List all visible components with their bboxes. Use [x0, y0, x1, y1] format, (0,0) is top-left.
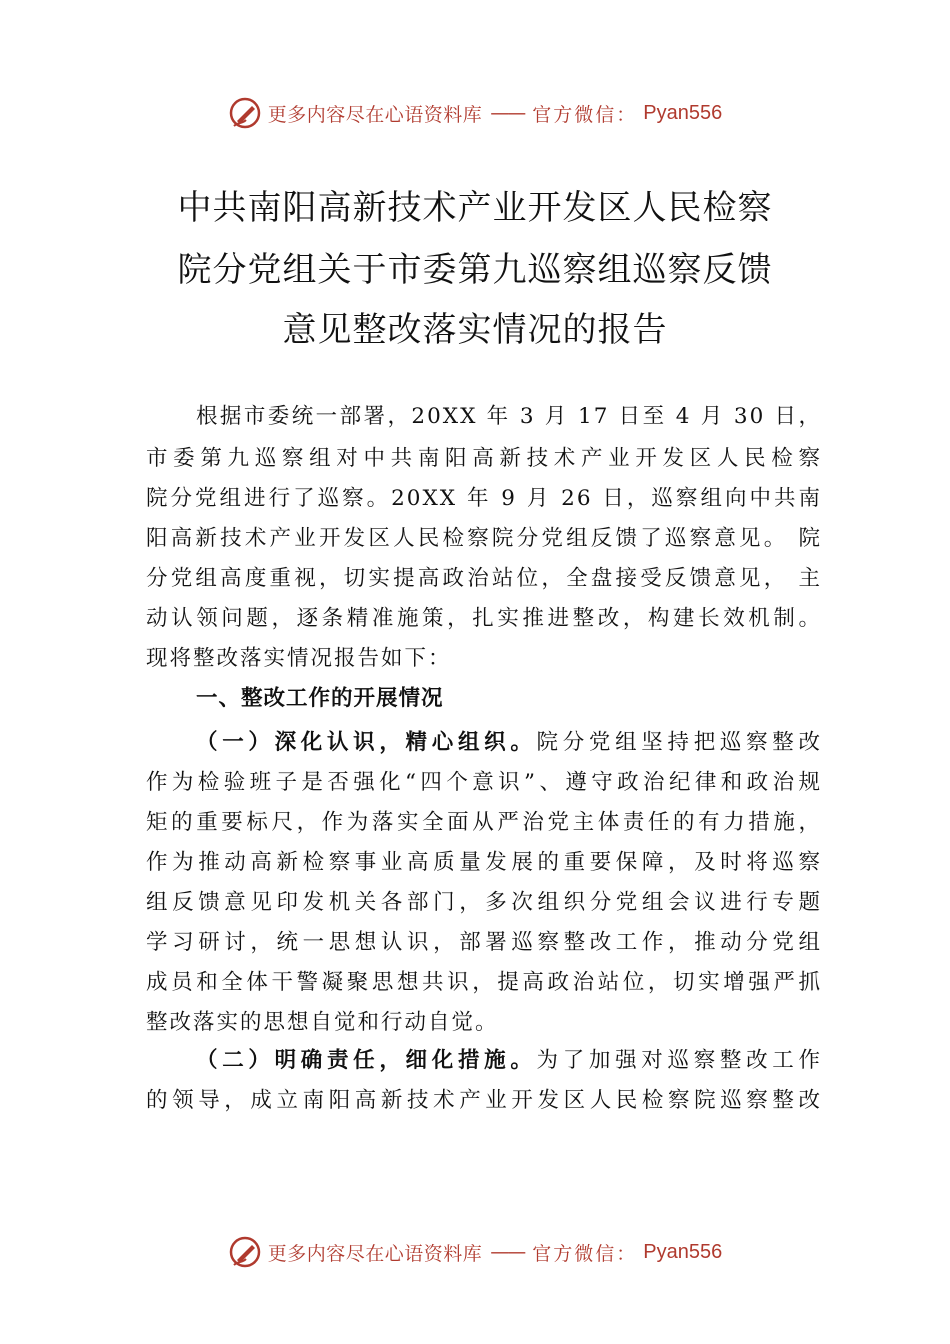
section-heading-1: 一、整改工作的开展情况	[196, 686, 444, 711]
paragraph-line: 作为检验班子是否强化“四个意识”、遵守政治纪律和政治规	[146, 770, 822, 795]
pen-logo-icon	[228, 1235, 262, 1269]
watermark-dash: ——	[490, 1241, 525, 1263]
document-title-line-1: 中共南阳高新技术产业开发区人民检察	[177, 188, 773, 228]
paragraph-line: 作为推动高新检察事业高质量发展的重要保障，及时将巡察	[146, 850, 822, 875]
document-title-line-3: 意见整改落实情况的报告	[282, 310, 668, 350]
paragraph-line: 院分党组进行了巡察。20XX 年 9 月 26 日，巡察组向中共南	[146, 486, 822, 511]
paragraph-line: 矩的重要标尺，作为落实全面从严治党主体责任的有力措施，	[146, 810, 822, 835]
document-title-line-2: 院分党组关于市委第九巡察组巡察反馈	[177, 250, 773, 290]
paragraph-line: 动认领问题，逐条精准施策，扎实推进整改，构建长效机制。	[146, 606, 822, 631]
subsection-heading-2: （二）明确责任，细化措施。	[196, 1048, 537, 1073]
watermark-site-text: 更多内容尽在心语资料库	[267, 103, 483, 126]
watermark-label: 官方微信：	[532, 103, 638, 126]
paragraph-line: 成员和全体干警凝聚思想共识，提高政治站位，切实增强严抓	[146, 970, 822, 995]
paragraph-line: 学习研讨，统一思想认识，部署巡察整改工作，推动分党组	[146, 930, 822, 955]
subsection-heading-1: （一）深化认识，精心组织。	[196, 730, 537, 755]
paragraph-line	[196, 728, 822, 758]
paragraph-line: 整改落实的思想自觉和行动自觉。	[146, 1010, 499, 1035]
watermark-label: 官方微信：	[532, 1242, 638, 1265]
paragraph-line-text: 院分党组坚持把巡察整改	[536, 730, 822, 755]
paragraph-line: 现将整改落实情况报告如下：	[146, 646, 452, 671]
watermark-site-text: 更多内容尽在心语资料库	[267, 1242, 483, 1265]
pen-logo-icon	[228, 96, 262, 130]
watermark-top	[0, 93, 950, 133]
watermark-dash: ——	[490, 102, 525, 124]
paragraph-line-text: 为了加强对巡察整改工作	[536, 1048, 822, 1073]
paragraph-line: 根据市委统一部署，20XX 年 3 月 17 日至 4 月 30 日，	[196, 404, 822, 429]
watermark-wechat-id: Pyan556	[643, 101, 723, 124]
watermark-wechat-id: Pyan556	[643, 1240, 723, 1263]
paragraph-line: 组反馈意见印发机关各部门，多次组织分党组会议进行专题	[146, 890, 822, 915]
paragraph-line: 阳高新技术产业开发区人民检察院分党组反馈了巡察意见。 院	[146, 526, 822, 551]
paragraph-line: 市委第九巡察组对中共南阳高新技术产业开发区人民检察	[146, 446, 822, 471]
paragraph-line: 的领导，成立南阳高新技术产业开发区人民检察院巡察整改	[146, 1088, 822, 1113]
paragraph-line: 分党组高度重视，切实提高政治站位，全盘接受反馈意见， 主	[146, 566, 822, 591]
paragraph-line	[196, 1046, 822, 1076]
watermark-bottom	[0, 1232, 950, 1272]
